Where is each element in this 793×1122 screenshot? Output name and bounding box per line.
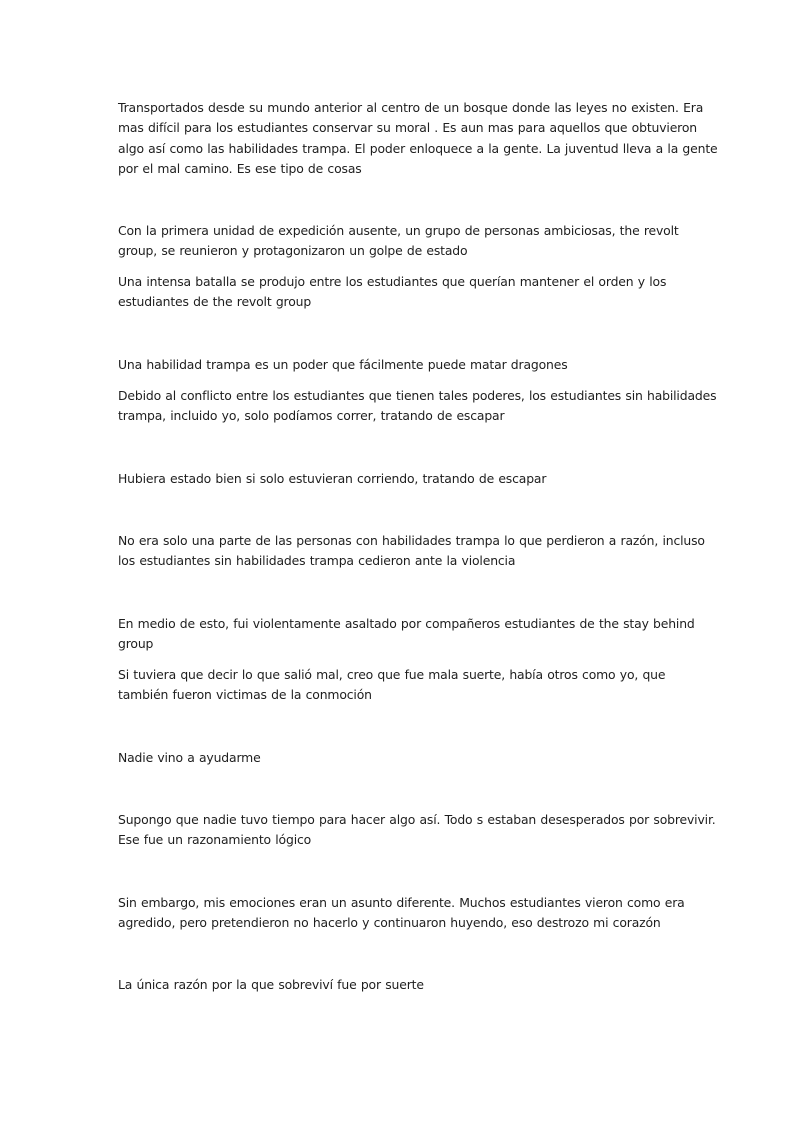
paragraph-8: En medio de esto, fui violentamente asaltado por compañeros estudiantes de the stay behind group	[118, 616, 695, 652]
paragraph-11: Supongo que nadie tuvo tiempo para hacer algo así. Todo s estaban desesperados por sobrevivir. Ese fue un razonamiento lógico	[118, 812, 716, 848]
paragraph-1: Transportados desde su mundo anterior al centro de un bosque donde las leyes no existen. Era mas difícil para los estudiantes conservar su moral . Es aun mas para aquellos que obtuvieron algo así como las habilidades trampa. El poder enloquece a la gente. La juventud lleva a la gente por el mal camino. Es ese tipo de cosas	[118, 100, 718, 176]
paragraph-2: Con la primera unidad de expedición ausente, un grupo de personas ambiciosas, the revolt group, se reunieron y protagonizaron un golpe de estado	[118, 223, 679, 259]
paragraph-6: Hubiera estado bien si solo estuvieran corriendo, tratando de escapar	[118, 471, 547, 486]
paragraph-5: Debido al conflicto entre los estudiantes que tienen tales poderes, los estudiantes sin habilidades trampa, incluido yo, solo podíamos correr, tratando de escapar	[118, 388, 717, 424]
paragraph-4: Una habilidad trampa es un poder que fácilmente puede matar dragones	[118, 357, 568, 372]
paragraph-12: Sin embargo, mis emociones eran un asunto diferente. Muchos estudiantes vieron como era agredido, pero pretendieron no hacerlo y continuaron huyendo, eso destrozo mi corazón	[118, 895, 685, 931]
paragraph-3: Una intensa batalla se produjo entre los estudiantes que querían mantener el orden y los estudiantes de the revolt group	[118, 274, 667, 310]
paragraph-7: No era solo una parte de las personas con habilidades trampa lo que perdieron a razón, incluso los estudiantes sin habilidades trampa cedieron ante la violencia	[118, 533, 705, 569]
paragraph-13: La única razón por la que sobreviví fue por suerte	[118, 977, 424, 992]
paragraph-10: Nadie vino a ayudarme	[118, 750, 261, 765]
paragraph-9: Si tuviera que decir lo que salió mal, creo que fue mala suerte, había otros como yo, que también fueron victimas de la conmoción	[118, 667, 666, 703]
